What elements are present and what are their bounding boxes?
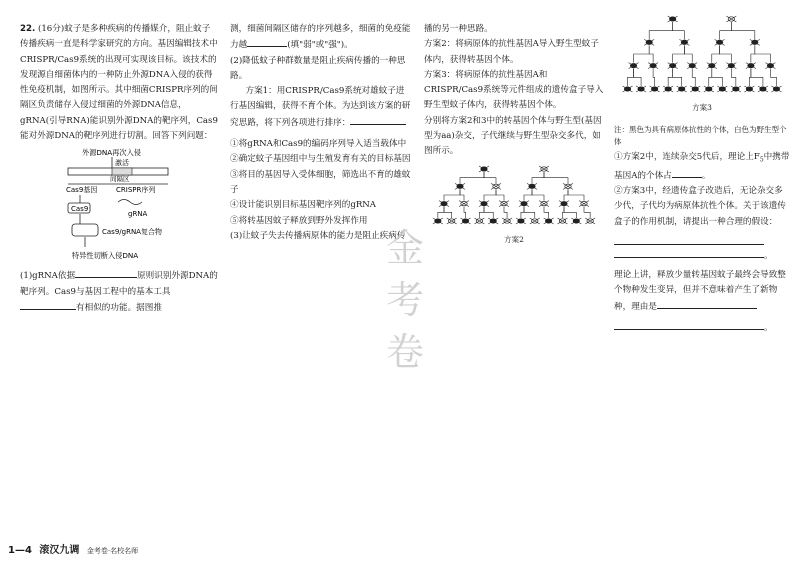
q1-blank-2[interactable] [20,300,76,310]
col3-p1: 播的另一种思路。 [424,24,493,34]
fig1-label-spacer: 间隔区 [110,175,130,184]
q3-blank-1[interactable] [672,168,702,178]
step-1: ①将gRNA和Cas9的编码序列导入适当载体中 [230,139,407,150]
tree2-mosquito-2-2 [479,200,489,206]
plan3-pedigree-diagram [614,14,790,94]
theory-line-2 [614,317,790,336]
column-2 [230,22,412,244]
q1-blank-1[interactable] [75,268,137,278]
tree2-mosquito-3-4 [488,218,498,224]
plan3-text: 方案3：将病原体的抗性基因A和CRISPR/Cas9系统等元件组成的遗传盒子导入野生型蚊子体内，获得转基因个体。 [424,69,604,111]
col2-p1 [230,22,412,54]
q3-part1-a: ①方案2中，连续杂交5代后，理论上F [614,151,760,162]
q1-text [20,268,218,316]
tree3-mosquito-1-1 [679,39,689,45]
tree3-mosquito-3-5 [690,86,700,92]
tree3-mosquito-3-3 [663,86,673,92]
tree2-mosquito-3-0 [433,218,443,224]
tree3-mosquito-3-2 [650,86,660,92]
tree2-mosquito-3-5 [502,218,512,224]
theory-end-mark: 。 [764,322,773,333]
tree2-mosquito-2-6 [559,200,569,206]
theory-body: 理论上讲，释放少量转基因蚊子最终会导致整个物种发生变异，但并不意味着产生了新物种，理由是 [614,270,786,312]
tree3-mosquito-3-11 [771,86,781,92]
question-intro [20,22,218,144]
step-4: ④设计能识别目标基因靶序列的gRNA [230,200,377,211]
fig1-label-activate: 激活 [115,159,129,168]
plan1-text [230,84,412,131]
column-1 [20,22,218,316]
plan3-figure [614,14,790,116]
tree3-mosquito-0-0 [668,16,678,22]
fig1-label-invade: 外源DNA再次入侵 [82,148,141,158]
q3-end-mark: 。 [764,250,773,261]
tree2-mosquito-3-6 [516,218,526,224]
col2-p1-a: 测，细菌间隔区储存的序列越多，细菌的免疫能力越 [230,24,411,51]
tree3-mosquito-3-0 [623,86,633,92]
q3-text: (3)让蚊子失去传播病原体的能力是阻止疾病传 [230,230,406,241]
page-footer [8,541,138,556]
plan3-caption: 方案3 [692,103,712,113]
tree3-mosquito-3-1 [636,86,646,92]
tree3-mosquito-2-1 [648,63,658,69]
watermark: 金考卷 [385,226,424,374]
fig1-label-grna: gRNA [128,210,148,219]
tree2-mosquito-1-0 [455,183,465,189]
tree2-mosquito-1-2 [527,183,537,189]
step-2: ②确定蚊子基因组中与生殖发育有关的目标基因 [230,154,411,165]
step-5: ⑤将转基因蚊子释放到野外发挥作用 [230,215,368,226]
question-number: 22. [20,24,36,34]
tree3-mosquito-2-5 [726,63,736,69]
tree2-mosquito-3-10 [571,218,581,224]
tree2-mosquito-3-7 [530,218,540,224]
q1-part-c: 有相似的功能。据图推 [76,302,162,313]
tree3-mosquito-2-7 [765,63,775,69]
q3-blank-2[interactable] [614,232,764,245]
page-number: 1—4 [8,545,32,556]
fig1-label-cas9-gene: Cas9基因 [66,186,98,195]
q3-part1-b: 中携带基因A的个体占 [614,151,790,181]
col2-p1-b: (填"弱"或"强")。 [287,40,353,51]
footer-brand: 滚汉九调 [39,545,80,556]
tree3-mosquito-3-6 [704,86,714,92]
plan2-caption: 方案2 [504,234,524,244]
step-3: ③将目的基因导入受体细胞，筛选出不育的雄蚊子 [230,169,411,195]
q3-blank-3[interactable] [614,245,764,258]
tree2-mosquito-3-2 [461,218,471,224]
column-3 [424,22,604,247]
plan2-pedigree-diagram [424,164,604,226]
tree3-mosquito-1-0 [644,39,654,45]
footer-sub: 金考卷·名校名师 [86,547,139,555]
question-score: (16分) [37,24,65,34]
tree2-mosquito-2-3 [499,200,509,206]
fig1-label-cut: 特异性切断入侵DNA [72,251,139,261]
tree2-mosquito-1-3 [563,183,573,189]
tree2-mosquito-1-1 [491,183,501,189]
tree2-mosquito-2-1 [459,200,469,206]
q1-part-b: 原则识别外源DNA的靶序列。Cas9与基因工程中的基本工具 [20,271,218,297]
tree3-mosquito-2-4 [707,63,717,69]
tree3-mosquito-2-6 [746,63,756,69]
tree3-mosquito-3-7 [717,86,727,92]
plan1-body: 方案1：用CRISPR/Cas9系统对雄蚊子进行基因编辑，获得不育个体。为达到该方案的研究思路，将下列各项进行排序： [230,86,411,128]
fig1-label-complex: Cas9/gRNA复合物 [102,228,162,237]
q3-part1 [614,150,790,184]
plan2-text: 方案2：将病原体的抗性基因A导入野生型蚊子体内，获得转基因个体。 [424,39,599,65]
fig1-label-cas9: Cas9 [71,205,89,214]
figure-1 [20,146,218,268]
cross-text: 分别将方案2和3中的转基因个体与野生型(基因型为aa)杂交，子代继续与野生型杂交多代，如图所示。 [424,115,602,157]
q3-part1-sub: 5 [759,156,764,164]
immune-mechanism-diagram [20,146,218,268]
tree3-mosquito-0-1 [726,16,736,22]
q3-answer-line-2 [614,245,790,264]
tree2-mosquito-3-1 [447,218,457,224]
q3-part2: ②方案3中，经遗传盒子改造后，无论杂交多少代，子代均为病原体抗性个体。关于该遗传盒子的作用机制，请提出一种合理的假设： [614,185,786,227]
q2-blank-order[interactable] [350,115,406,125]
tree3-mosquito-2-0 [629,63,639,69]
q3-answer-lines [614,232,790,264]
tree2-mosquito-0-0 [479,166,489,172]
figure-note: 注：黑色为具有病原体抗性的个体，白色为野生型个体 [614,124,787,146]
column-4 [614,14,790,336]
theory-text [614,268,790,315]
tree2-mosquito-3-8 [544,218,554,224]
question-intro-text: 蚊子是多种疾病的传播媒介，阻止蚊子传播疾病一直是科学家研究的方向。基因编辑技术中CRISPR/Cas9系统的出现可实现该目标。该技术的发现源自细菌体内的一种防止外源DNA入侵的获得性免疫机制，如图所示。其中细菌CRISPR序列的间隔区负责储存入侵过细菌的外源DNA信息，gRNA(引导RNA)能识别外源DNA的靶序列，Cas9能对外源DNA的靶序列进行切割。回答下列问题： [20,24,218,142]
tree3-mosquito-2-2 [668,63,678,69]
tree3-mosquito-3-9 [744,86,754,92]
tree2-mosquito-2-7 [579,200,589,206]
tree2-mosquito-3-9 [557,218,567,224]
tree3-mosquito-3-8 [731,86,741,92]
q3-part1-c: 。 [701,170,711,181]
tree3-mosquito-3-10 [758,86,768,92]
tree2-mosquito-2-0 [439,200,449,206]
q1-part-a: (1)gRNA依据 [20,271,76,282]
tree2-mosquito-2-5 [539,200,549,206]
q2-text: (2)降低蚊子种群数量是阻止疾病传播的一种思路。 [230,55,406,81]
q1-blank-3[interactable] [247,37,287,47]
tree2-mosquito-0-1 [539,166,549,172]
theory-blank-2[interactable] [614,317,764,330]
theory-blank-1[interactable] [657,299,757,309]
fig1-label-crispr: CRISPR序列 [116,186,156,195]
tree2-mosquito-3-3 [474,218,484,224]
tree2-mosquito-2-4 [519,200,529,206]
tree2-mosquito-3-11 [585,218,595,224]
tree3-mosquito-2-3 [687,63,697,69]
tree3-mosquito-1-3 [750,39,760,45]
tree3-mosquito-3-4 [677,86,687,92]
plan2-figure [424,164,604,248]
tree3-mosquito-1-2 [715,39,725,45]
